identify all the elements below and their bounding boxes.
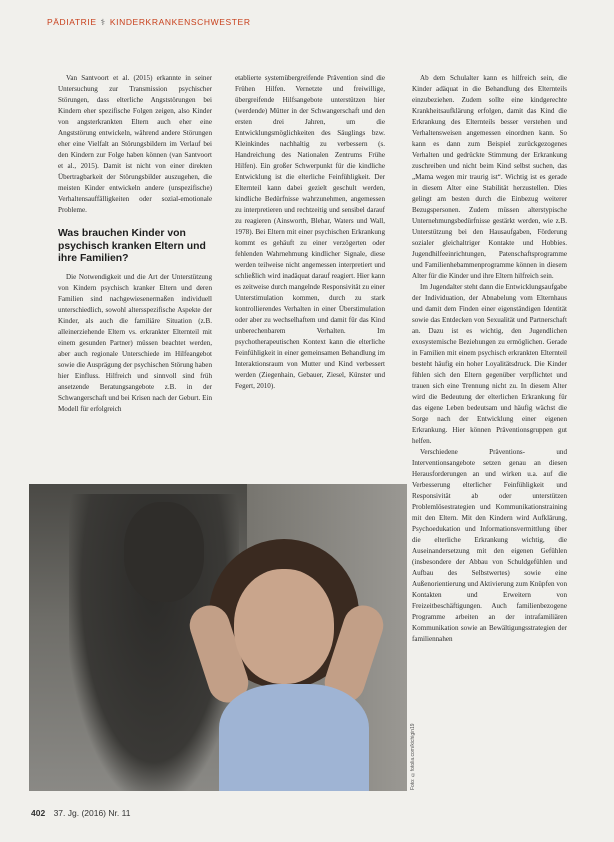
header-topic: KINDERKRANKENSCHWESTER (109, 17, 251, 27)
paragraph: Verschiedene Präventions- und Interventionsangebote setzen genau an diesen Herausforderungen an und wirken u.a. auf die Verbesserung elterlicher Feinfühligkeit und Responsivität ab oder unterstützen Problemlösestrategien und Kommunikationstraining mit den Eltern. Mit den Kindern wird Aufklärung, Psychoedukation und Informationsvermittlung über die elterliche Erkrankung wichtig, die Auseinandersetzung mit den eigenen Gefühlen (insbesondere der Abbau von Schuldgefühlen und Aufbau des Selbstwertes) sowie eine Außenorientierung und Aktivierung zum Knüpfen von Kontakten und Erweitern von Freizeitbeschäftigungen. Auch familienbezogene Programme arbeiten an der intrafamiliären Kommunikation sowie an Bewältigungsstrategien der familiennahen (412, 448, 567, 643)
header-separator-icon: ⚕ (100, 16, 106, 27)
photo-adult-head (124, 502, 204, 602)
text-column-left (58, 73, 212, 473)
page-number: 402 (31, 808, 46, 818)
running-header (47, 16, 251, 28)
text-column-right (412, 73, 567, 833)
header-section: PÄDIATRIE (47, 17, 97, 27)
paragraph: etablierte systemübergreifende Prävention sind die Frühen Hilfen. Vernetzte und freiwillige, übergreifende Hilfsangebote unterstützen hier (werdende) Mütter in der Schwangerschaft und den ersten drei Jahren, um die Entwicklungsmöglichkeiten des Säuglings bzw. Kleinkindes nachhaltig zu verbessern (s. Handreichung des Nationalen Zentrums Frühe Hilfen). Ein großer Schwerpunkt für die kindliche Entwicklung ist die elterliche Feinfühligkeit. Der Elternteil kann dabei gezielt geschult werden, kindliche Bedürfnisse wahrzunehmen, angemessen zu interpretieren und rechtzeitig und sensibel darauf zu reagieren (Ainsworth, Blehar, Waters und Wall, 1978). Bei Eltern mit einer psychischen Erkrankung kommt es gehäuft zu einer verzögerten oder fehlenden Wahrnehmung kindlicher Signale, diese werden teilweise nicht angemessen interpretiert und schließlich wird inadäquat darauf reagiert. Hier kann es zeitweise durch mangelnde Responsivität zu einer Unterstimulation kommen, durch zu stark kontrollierendes Verhalten in einer Überstimulation oder aber zu wechselhaftem und damit für das Kind unberechenbarem Verhalten. Im psychotherapeutischen Kontext kann die elterliche Feinfühligkeit in einer gemeinsamen Behandlung im Interaktionsraum von Mutter und Kind verbessert werden (Ziegenhain, Gebauer, Ziesel, Künster und Fegert, 2010). (235, 74, 385, 390)
paragraph: Ab dem Schulalter kann es hilfreich sein, die Kinder adäquat in die Behandlung des Elternteils einzubeziehen. Zudem sollte eine kindgerechte Krankheitsaufklärung erfolgen, damit das Kind die Erkrankung des Elternteils besser verstehen und Verhaltensweisen angemessen einordnen kann. So kann es dann zum Beispiel zurückgezogenes Verhalten und gedrückte Stimmung der Erkrankung zuschreiben und nicht beim Kind selbst suchen, das „Mama wegen mir traurig ist“. Wichtig ist es gerade in diesem Alter eine Stabilität herzustellen. Dies gelingt am besten durch die Einbezug weiterer Bezugspersonen. Zudem müssen alterstypische Unternehmungsbedürfnisse gestärkt werden, wie z.B. Unterstützung bei den Hausaufgaben, Förderung sozialer gleichaltriger Kontakte und Hobbies. Jugendhilfeeinrichtungen, Patenschaftsprogramme und Familienhebammenprogramme können in diesem Alter für die Kinder und ihre Eltern hilfreich sein. (412, 74, 567, 280)
page-footer (31, 808, 130, 818)
issue-info: 37. Jg. (2016) Nr. 11 (53, 808, 131, 818)
photo-child-face (234, 569, 334, 684)
text-column-middle (235, 73, 385, 473)
article-photo (29, 484, 407, 791)
paragraph: Im Jugendalter steht dann die Entwicklungsaufgabe der Individuation, der Abnabelung vom Elternhaus und damit dem Finden einer eigenständigen Identität sowie das Entdecken von Sexualität und Partnerschaft an. Dazu ist es wichtig, den Jugendlichen exosystemische Beziehungen zu ermöglichen. Gerade in Familien mit einem psychisch erkrankten Elternteil besteht häufig ein hoher Loyalitätsdruck. Die Kinder fühlen sich den Eltern gegenüber verpflichtet und trauen sich eine Trennung nicht zu. In diesem Alter wird die Bedeutung der elterlichen Erkrankung für das eigene Leben bedeutsam und häufig wächst die Sorge nach der Entwicklung einer eigenen Erkrankung. Hier können Präventionsgruppen gut helfen. (412, 283, 567, 445)
photo-child-dress (219, 684, 369, 791)
paragraph: Van Santvoort et al. (2015) erkannte in seiner Untersuchung zur Transmission psychischer Störungen, dass elterliche Angststörungen bei Kindern eher spezifische Folgen zeigen, also Kinder von angsterkrankten Eltern auch eher eine Angststörung entwickeln, während andere Störungen eher eine Vielfalt an Störungsbildern im Verlauf bei den Kindern zur Folge haben können (van Santvoort et al., 2015). Damit ist nicht von einer direkten Übertragbarkeit der Störungsbilder auszugehen, die meisten Kinder entwickeln andere (unspezifische) Verhaltensauffälligkeiten oder sozial-emotionale Probleme. (58, 74, 212, 214)
section-heading: Was brauchen Kinder von psychisch kranken Eltern und ihre Familien? (58, 228, 206, 264)
photo-credit: Foto: ©fotolia.com/kichigin19 (410, 723, 416, 790)
paragraph: Die Notwendigkeit und die Art der Unterstützung von Kindern psychisch kranker Eltern und deren Familien sind nachgewiesenermaßen individuell unterschiedlich, sowohl altersspezifische Aspekte der Kinder, als auch die familiäre Situation (z.B. alleinerziehende Eltern vs. erkrankter Elternteil mit einem gesunden Partner) müssen beachtet werden, aber auch regionale Unterschiede im Hilfeangebot sowie die Ausprägung der psychischen Störung haben hier Einfluss. Hilfreich und sinnvoll sind früh ansetzende Beratungsangebote z.B. in der Schwangerschaft und bei Krisen nach der Geburt. Ein Modell für erfolgreich (58, 272, 212, 413)
